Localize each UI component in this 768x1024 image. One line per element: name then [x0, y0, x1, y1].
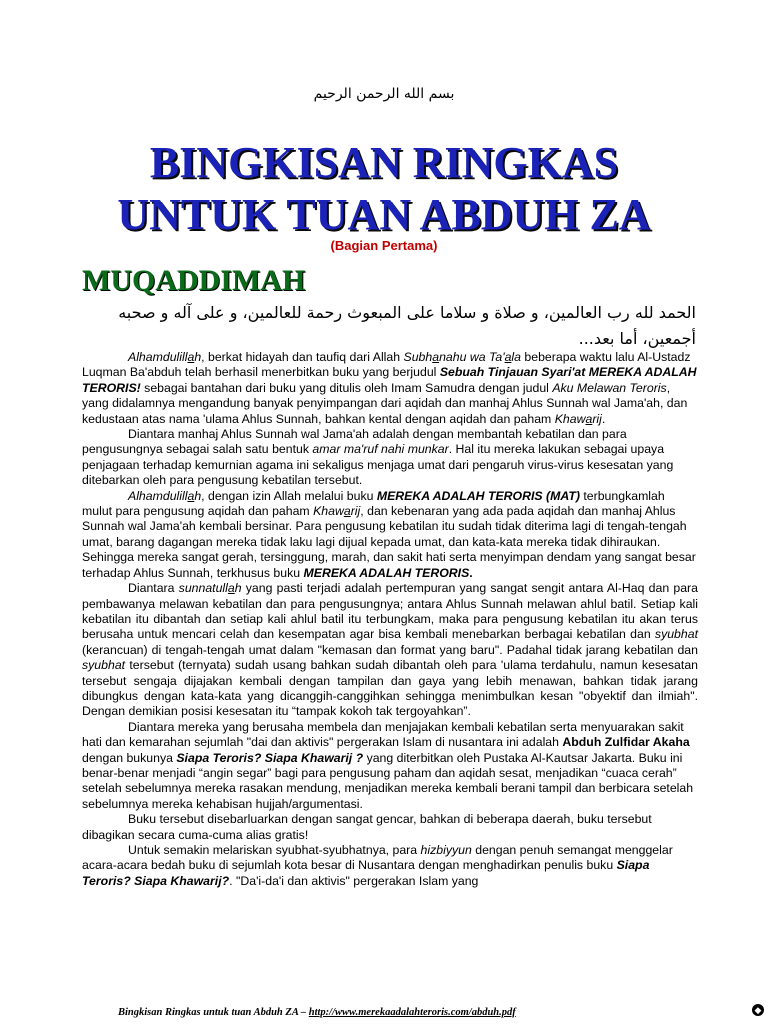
document-body [82, 350, 698, 889]
page-corner-icon[interactable]: ◆ [752, 1004, 764, 1016]
text-span: amar ma'ruf nahi munkar [312, 442, 449, 457]
text-span: h [234, 581, 242, 596]
text-span: Untuk semakin melariskan syubhat-syubhatnya, para [128, 843, 421, 857]
text-span: dengan penuh semangat menggelar acara-acara bedah buku di sejumlah kota besar di Nusantara dengan menghadirkan penulis buku [82, 843, 673, 873]
text-span: Sebuah Tinjauan Syari'at MEREKA ADALAH TERORIS! [82, 365, 697, 395]
text-span: Abduh Zulfidar Akaha [562, 735, 690, 750]
text-span: Khaw [313, 504, 344, 519]
paragraph-2 [82, 427, 698, 489]
paragraph-5 [82, 720, 698, 812]
text-span: dengan bukunya [82, 750, 177, 765]
text-span: MEREKA ADALAH TERORIS [303, 565, 470, 580]
arabic-opening: الحمد لله رب العالمين، و صلاة و سلاما على المبعوث رحمة للعالمين، و على آله و صحبه أجمعين، أما بعد... [118, 303, 696, 348]
text-span: (kerancuan) di tengah-tengah umat dalam "kemasan dan format yang baru". Padahal tidak jarang kebatilan dan [82, 642, 698, 657]
text-span: . [601, 411, 606, 426]
paragraph-4 [82, 581, 698, 720]
text-span: , dengan izin Allah melalui buku [201, 488, 377, 503]
text-span: Khaw [554, 411, 586, 426]
text-span: h [194, 350, 202, 364]
title-line-1: BINGKISAN RINGKAS [149, 138, 619, 187]
section-heading: MUQADDIMAH [82, 264, 306, 297]
text-span: yang pasti terjadi adalah pertempuran yang sangat sengit antara Al-Haq dan para pembawanya melawan kebatilan dan para pengusungnya; antara Ahlus Sunnah melawan ahlul batil. Setiap kali kebatilan itu dibantah dan setiap kali ahlul batil itu terbungkam, maka para pengusung kebatilan itu akan terus berusaha untuk mencari celah dan kesempatan agar bisa kembali menebarkan berbagai kebatilan dan [82, 581, 698, 642]
text-span: nahu wa Ta' [439, 350, 505, 364]
text-span: a [187, 350, 195, 364]
text-span: syubhat [82, 658, 126, 673]
bismillah: بسم الله الرحمن الرحيم [313, 86, 455, 102]
text-span: . "Da'i-da'i dan aktivis" pergerakan Islam yang [229, 873, 479, 888]
text-span: tersebut (ternyata) sudah usang bahkan sudah dibantah oleh para 'ulama terdahulu, namun kesesatan tersebut sengaja dijajakan kembali dengan tampilan dan gaya yang lebih menawan, bahkan tidak jarang dibungkus dengan kata-kata yang dicanggih-canggihkan sehingga menimbulkan kesan "obyektif dan ilmiah". Dengan demikian posisi kesesatan itu “tampak kokoh tak tergoyahkan”. [82, 658, 698, 719]
text-span: Siapa Teroris? Siapa Khawarij ? [176, 750, 364, 765]
text-span: a [504, 350, 512, 364]
text-span: Alhamdulill [128, 488, 188, 503]
text-span: Aku Melawan Teroris [552, 380, 667, 395]
text-span: Alhamdulill [128, 350, 188, 364]
text-span: MEREKA ADALAH TERORIS (MAT) [376, 488, 580, 503]
footer-text: Bingkisan Ringkas untuk tuan Abduh ZA – [118, 1007, 309, 1018]
text-span: . Hal itu mereka lakukan sebagai upaya penjagaan terhadap kemurnian agama ini sekaligus menjaga umat dari pengaruh virus-virus kesesatan yang ditebarkan oleh para pengusung kebatilan tersebut. [82, 442, 674, 488]
text-span: . [469, 565, 473, 580]
page-footer [118, 1007, 516, 1018]
text-span: Subh [403, 350, 433, 364]
text-span: Siapa Teroris? Siapa Khawarij? [82, 858, 650, 888]
text-span: la [511, 350, 521, 364]
text-span: , yang didalamnya mengandung banyak penyimpangan dari aqidah dan manhaj Ahlus Sunnah wal Jama'ah, dan kedustaan atas nama 'ulama Ahlus Sunnah, bahkan kental dengan aqidah dan paham [82, 380, 688, 426]
text-span: a [585, 411, 593, 426]
subtitle: (Bagian Pertama) [330, 238, 438, 253]
text-span: terbungkamlah mulut para pengusung aqidah dan paham [82, 488, 665, 519]
paragraph-3 [82, 489, 698, 581]
text-span: h [194, 488, 202, 503]
text-span: yang diterbitkan oleh Pustaka Al-Kautsar Jakarta. Buku ini benar-benar menjadi “angin segar” bagi para pengusung paham dan aqidah sesat, menjadikan “cuaca cerah” setelah sebelumnya mereka rasakan mendung, menjadikan mereka kembali berani tampil dan berbicara setelah sebelumnya mereka kehabisan hujjah/argumentasi. [82, 750, 694, 811]
text-span: sebagai bantahan dari buku yang ditulis oleh Imam Samudra dengan judul [140, 380, 553, 395]
title-line-2: UNTUK TUAN ABDUH ZA [117, 190, 651, 239]
text-span: syubhat [654, 627, 698, 642]
text-span: Diantara mereka yang berusaha membela dan menjajakan kembali kebatilan serta menyuarakan sakit hati dan kemarahan sejumlah "dai dan aktivis" pergerakan Islam di nusantara ini adalah [82, 719, 684, 750]
text-span: a [432, 350, 440, 364]
text-span: Diantara [128, 581, 179, 596]
text-span: , dan kebenaran yang ada pada aqidah dan manhaj Ahlus Sunnah wal Jama'ah kembali bersinar. Para pengusung kebatilan itu sudah tidak diterima lagi di tengah-tengah umat, barang dagangan mereka tidak laku lagi dijual kepada umat, dan kata-kata mereka tidak dihiraukan. Sehingga mereka sangat gerah, tersinggung, marah, dan sakit hati serta menyimpan dendam yang sangat besar terhadap Ahlus Sunnah, terkhusus buku [82, 504, 696, 580]
text-span: a [227, 581, 235, 596]
text-span: sunnatull [178, 581, 228, 596]
paragraph-6: Buku tersebut disebarluarkan dengan sangat gencar, bahkan di beberapa daerah, buku tersebut dibagikan secara cuma-cuma alias gratis! [82, 812, 652, 842]
text-span: hizbiyyun [420, 843, 472, 857]
text-span: Diantara manhaj Ahlus Sunnah wal Jama'ah adalah dengan membantah kebatilan dan para pengusungnya sebagai salah satu bentuk [82, 427, 627, 457]
paragraph-1 [82, 350, 698, 427]
text-span: rij [592, 411, 602, 426]
text-span: a [187, 488, 195, 503]
text-span: beberapa waktu lalu Al-Ustadz Luqman Ba'abduh telah berhasil menerbitkan buku yang berjudul [82, 350, 691, 380]
text-span: , berkat hidayah dan taufiq dari Allah [201, 350, 404, 364]
text-span: rij [350, 504, 361, 519]
text-span: a [343, 504, 351, 519]
paragraph-7 [82, 843, 698, 889]
footer-link[interactable]: http://www.merekaadalahteroris.com/abduh.pdf [308, 1007, 516, 1018]
